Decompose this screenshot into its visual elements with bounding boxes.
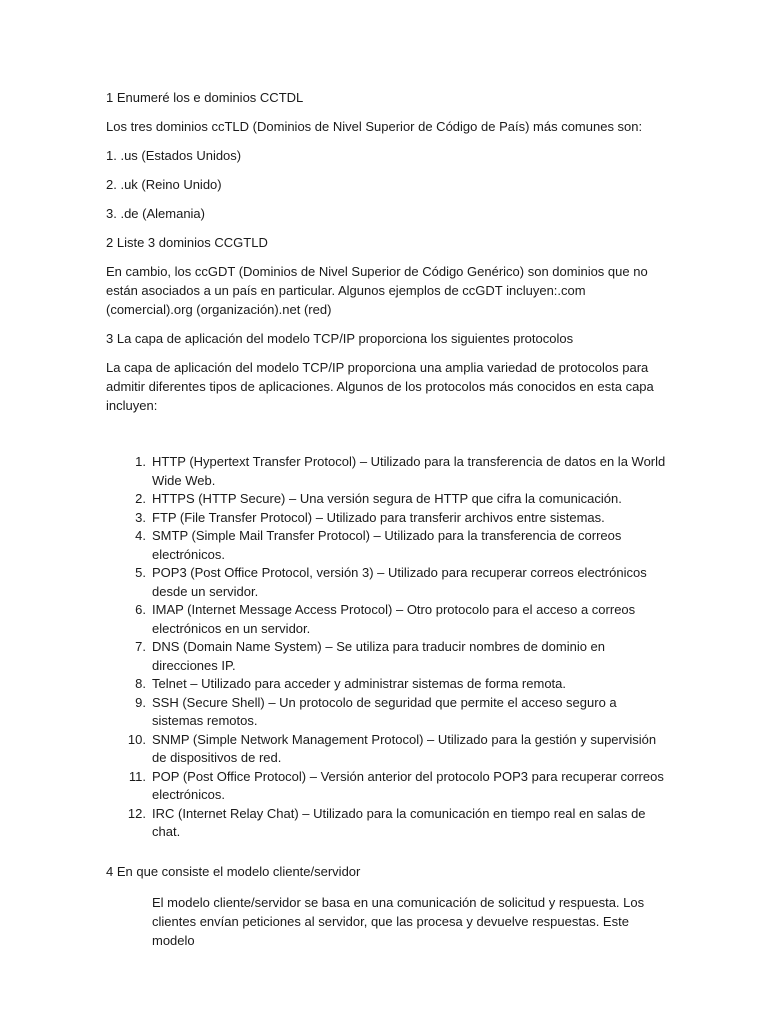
list-item	[135, 453, 666, 490]
list-number: 11.	[128, 768, 146, 784]
q4-body: El modelo cliente/servidor se basa en una comunicación de solicitud y respuesta. Los clientes envían peticiones al servidor, que las procesa y devuelve respuestas. Este modelo	[152, 894, 645, 948]
q1-item: 2. .uk (Reino Unido)	[106, 177, 222, 192]
list-item	[135, 509, 666, 528]
list-text: Telnet – Utilizado para acceder y administrar sistemas de forma remota.	[152, 676, 567, 691]
list-text: POP3 (Post Office Protocol, versión 3) – Utilizado para recuperar correos electrónicos desde un servidor.	[152, 565, 647, 599]
list-item	[127, 731, 666, 768]
protocol-list	[106, 453, 666, 842]
q4-heading: 4 En que consiste el modelo cliente/servidor	[106, 863, 361, 879]
list-number: 9.	[135, 694, 146, 710]
list-text: SMTP (Simple Mail Transfer Protocol) – Utilizado para la transferencia de correos electrónicos.	[152, 528, 622, 562]
list-item	[135, 675, 666, 694]
list-item	[127, 805, 666, 842]
q1-intro: Los tres dominios ccTLD (Dominios de Nivel Superior de Código de País) más comunes son:	[106, 119, 643, 134]
list-text: FTP (File Transfer Protocol) – Utilizado para transferir archivos entre sistemas.	[152, 509, 605, 525]
list-item	[135, 490, 666, 509]
list-text: DNS (Domain Name System) – Se utiliza para traducir nombres de dominio en direcciones IP.	[152, 639, 606, 673]
list-item	[135, 527, 666, 564]
list-text: IMAP (Internet Message Access Protocol) – Otro protocolo para el acceso a correos electrónicos en un servidor.	[152, 602, 636, 636]
list-number: 4.	[135, 528, 146, 543]
list-text: POP (Post Office Protocol) – Versión anterior del protocolo POP3 para recuperar correos electrónicos.	[152, 768, 664, 802]
list-number: 3.	[135, 509, 146, 525]
document-page	[106, 88, 666, 960]
list-number: 2.	[135, 491, 146, 506]
q1-heading: 1 Enumeré los e dominios CCTDL	[106, 90, 304, 105]
list-number: 1.	[135, 454, 146, 469]
list-text: HTTPS (HTTP Secure) – Una versión segura de HTTP que cifra la comunicación.	[152, 491, 622, 506]
list-number: 12.	[127, 805, 146, 821]
list-item	[135, 564, 666, 601]
list-item	[135, 694, 666, 731]
q3-heading: 3 La capa de aplicación del modelo TCP/IP proporciona los siguientes protocolos	[106, 331, 574, 346]
q2-body: En cambio, los ccGDT (Dominios de Nivel Superior de Código Genérico) son dominios que no están asociados a un país en particular. Algunos ejemplos de ccGDT incluyen:.com (comercial).org (organización).net (red)	[106, 264, 648, 317]
list-number: 5.	[135, 565, 146, 580]
list-number: 6.	[135, 602, 146, 617]
q3-body: La capa de aplicación del modelo TCP/IP proporciona una amplia variedad de protocolos para admitir diferentes tipos de aplicaciones. Algunos de los protocolos más conocidos en esta capa incluyen:	[106, 360, 654, 413]
spacer	[106, 425, 666, 453]
q1-item: 1. .us (Estados Unidos)	[106, 148, 242, 163]
list-text: SNMP (Simple Network Management Protocol) – Utilizado para la gestión y supervisión de dispositivos de red.	[152, 731, 657, 765]
q2-heading: 2 Liste 3 dominios CCGTLD	[106, 235, 268, 250]
list-number: 8.	[135, 676, 146, 691]
list-item	[135, 638, 666, 675]
list-item	[135, 601, 666, 638]
list-item	[128, 768, 666, 805]
list-number: 10.	[127, 731, 146, 747]
list-text: IRC (Internet Relay Chat) – Utilizado para la comunicación en tiempo real en salas de chat.	[152, 805, 646, 839]
list-number: 7.	[135, 639, 146, 654]
q1-item: 3. .de (Alemania)	[106, 206, 205, 221]
list-text: HTTP (Hypertext Transfer Protocol) – Utilizado para la transferencia de datos en la World Wide Web.	[152, 454, 666, 488]
list-text: SSH (Secure Shell) – Un protocolo de seguridad que permite el acceso seguro a sistemas remotos.	[152, 694, 617, 728]
